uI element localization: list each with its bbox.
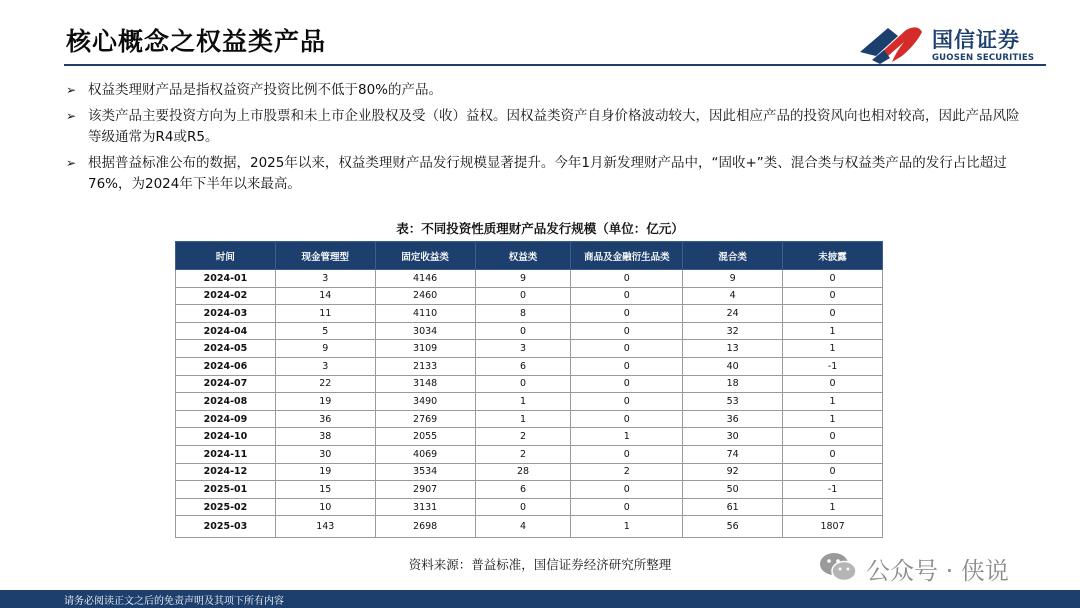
value-cell: 4 (475, 516, 571, 538)
value-cell: 1807 (783, 516, 883, 538)
value-cell: 1 (571, 428, 683, 446)
value-cell: 6 (475, 357, 571, 375)
value-cell: 40 (683, 357, 783, 375)
value-cell: 0 (783, 375, 883, 393)
value-cell: 13 (683, 340, 783, 358)
value-cell: 0 (571, 481, 683, 499)
value-cell: 5 (275, 322, 375, 340)
value-cell: 4146 (375, 270, 475, 288)
value-cell: 0 (783, 287, 883, 305)
table-row (176, 410, 883, 428)
arrow-bullet-icon: ➢ (66, 156, 77, 170)
value-cell: 0 (783, 428, 883, 446)
value-cell: 3034 (375, 322, 475, 340)
table-body (176, 270, 883, 538)
source-note: 资料来源：普益标准，国信证券经济研究所整理 (408, 557, 672, 572)
table-row (176, 375, 883, 393)
value-cell: 30 (275, 445, 375, 463)
table-row (176, 287, 883, 305)
header-divider (64, 64, 1046, 66)
time-cell: 2024-10 (176, 428, 276, 446)
value-cell: 3 (275, 270, 375, 288)
column-header: 时间 (176, 242, 276, 270)
column-header: 混合类 (683, 242, 783, 270)
value-cell: 36 (683, 410, 783, 428)
table-row (176, 340, 883, 358)
table-row (176, 498, 883, 516)
value-cell: 4110 (375, 305, 475, 323)
bullet-item (66, 106, 1026, 148)
value-cell: 0 (571, 445, 683, 463)
value-cell: 2769 (375, 410, 475, 428)
value-cell: 1 (783, 322, 883, 340)
value-cell: 2698 (375, 516, 475, 538)
value-cell: 53 (683, 393, 783, 411)
column-header: 权益类 (475, 242, 571, 270)
value-cell: 61 (683, 498, 783, 516)
value-cell: -1 (783, 481, 883, 499)
time-cell: 2024-01 (176, 270, 276, 288)
header (0, 0, 1080, 70)
table-row (176, 357, 883, 375)
value-cell: 0 (571, 287, 683, 305)
value-cell: 2 (475, 445, 571, 463)
value-cell: 0 (571, 340, 683, 358)
value-cell: 32 (683, 322, 783, 340)
value-cell: 1 (783, 498, 883, 516)
value-cell: 2 (571, 463, 683, 481)
issuance-table (175, 241, 883, 538)
value-cell: 36 (275, 410, 375, 428)
watermark-text: 公众号 · 侠说 (866, 557, 1009, 585)
value-cell: 9 (683, 270, 783, 288)
value-cell: 1 (783, 393, 883, 411)
bullet-text: 根据普益标准公布的数据，2025年以来，权益类理财产品发行规模显著提升。今年1月新发理财产品中，“固收+”类、混合类与权益类产品的发行占比超过76%，为2024年下半年以来最高。 (88, 155, 1007, 192)
value-cell: 0 (783, 305, 883, 323)
value-cell: 0 (475, 287, 571, 305)
table-row (176, 428, 883, 446)
value-cell: 0 (475, 322, 571, 340)
value-cell: 38 (275, 428, 375, 446)
value-cell: 28 (475, 463, 571, 481)
table-row (176, 445, 883, 463)
value-cell: 15 (275, 481, 375, 499)
time-cell: 2024-06 (176, 357, 276, 375)
table-row (176, 516, 883, 538)
value-cell: 19 (275, 463, 375, 481)
table-row (176, 322, 883, 340)
value-cell: 14 (275, 287, 375, 305)
value-cell: 0 (571, 410, 683, 428)
guosen-logo-icon (858, 22, 924, 64)
value-cell: 0 (783, 270, 883, 288)
value-cell: 8 (475, 305, 571, 323)
value-cell: 3490 (375, 393, 475, 411)
column-header: 未披露 (783, 242, 883, 270)
time-cell: 2024-11 (176, 445, 276, 463)
value-cell: 2907 (375, 481, 475, 499)
arrow-bullet-icon: ➢ (66, 109, 77, 123)
value-cell: 2460 (375, 287, 475, 305)
table-header-row (176, 242, 883, 270)
value-cell: 4 (683, 287, 783, 305)
bullet-text: 权益类理财产品是指权益资产投资比例不低于80%的产品。 (88, 82, 443, 98)
value-cell: 0 (783, 463, 883, 481)
company-logo (858, 22, 1038, 66)
watermark (818, 550, 1058, 584)
value-cell: 9 (475, 270, 571, 288)
logo-name-en: GUOSEN SECURITIES (932, 53, 1035, 63)
footer-bar (0, 590, 1080, 608)
table-row (176, 393, 883, 411)
value-cell: 0 (571, 357, 683, 375)
bullet-list (66, 80, 1026, 200)
value-cell: 0 (571, 375, 683, 393)
value-cell: 30 (683, 428, 783, 446)
table-row (176, 463, 883, 481)
value-cell: 2 (475, 428, 571, 446)
value-cell: 143 (275, 516, 375, 538)
time-cell: 2024-12 (176, 463, 276, 481)
value-cell: 74 (683, 445, 783, 463)
value-cell: 0 (571, 305, 683, 323)
table-row (176, 270, 883, 288)
time-cell: 2024-03 (176, 305, 276, 323)
wechat-icon (818, 550, 858, 584)
table-row (176, 305, 883, 323)
value-cell: 3 (475, 340, 571, 358)
time-cell: 2024-04 (176, 322, 276, 340)
value-cell: 0 (571, 393, 683, 411)
value-cell: 0 (571, 498, 683, 516)
value-cell: 1 (783, 340, 883, 358)
value-cell: 24 (683, 305, 783, 323)
time-cell: 2024-07 (176, 375, 276, 393)
value-cell: 0 (475, 375, 571, 393)
value-cell: 50 (683, 481, 783, 499)
footer-disclaimer: 请务必阅读正文之后的免责声明及其项下所有内容 (64, 596, 284, 607)
value-cell: 1 (475, 393, 571, 411)
value-cell: 3109 (375, 340, 475, 358)
time-cell: 2024-09 (176, 410, 276, 428)
value-cell: 4069 (375, 445, 475, 463)
bullet-item (66, 153, 1026, 195)
value-cell: 92 (683, 463, 783, 481)
value-cell: -1 (783, 357, 883, 375)
value-cell: 1 (783, 410, 883, 428)
value-cell: 3148 (375, 375, 475, 393)
value-cell: 1 (571, 516, 683, 538)
value-cell: 6 (475, 481, 571, 499)
value-cell: 19 (275, 393, 375, 411)
value-cell: 3534 (375, 463, 475, 481)
value-cell: 22 (275, 375, 375, 393)
column-header: 商品及金融衍生品类 (571, 242, 683, 270)
value-cell: 0 (571, 322, 683, 340)
bullet-item (66, 80, 1026, 101)
value-cell: 56 (683, 516, 783, 538)
value-cell: 2055 (375, 428, 475, 446)
column-header: 固定收益类 (375, 242, 475, 270)
bullet-text: 该类产品主要投资方向为上市股票和未上市企业股权及受（收）益权。因权益类资产自身价格波动较大，因此相应产品的投资风向也相对较高，因此产品风险等级通常为R4或R5。 (88, 108, 1020, 145)
time-cell: 2024-05 (176, 340, 276, 358)
table-caption: 表：不同投资性质理财产品发行规模（单位：亿元） (396, 221, 684, 236)
table-row (176, 481, 883, 499)
value-cell: 3131 (375, 498, 475, 516)
value-cell: 18 (683, 375, 783, 393)
value-cell: 9 (275, 340, 375, 358)
page-title: 核心概念之权益类产品 (66, 27, 327, 56)
time-cell: 2025-01 (176, 481, 276, 499)
value-cell: 1 (475, 410, 571, 428)
value-cell: 11 (275, 305, 375, 323)
value-cell: 10 (275, 498, 375, 516)
time-cell: 2025-03 (176, 516, 276, 538)
value-cell: 0 (475, 498, 571, 516)
value-cell: 0 (571, 270, 683, 288)
time-cell: 2025-02 (176, 498, 276, 516)
value-cell: 0 (783, 445, 883, 463)
logo-name-cn: 国信证券 (932, 28, 1020, 52)
arrow-bullet-icon: ➢ (66, 83, 77, 97)
column-header: 现金管理型 (275, 242, 375, 270)
time-cell: 2024-02 (176, 287, 276, 305)
value-cell: 2133 (375, 357, 475, 375)
value-cell: 3 (275, 357, 375, 375)
time-cell: 2024-08 (176, 393, 276, 411)
